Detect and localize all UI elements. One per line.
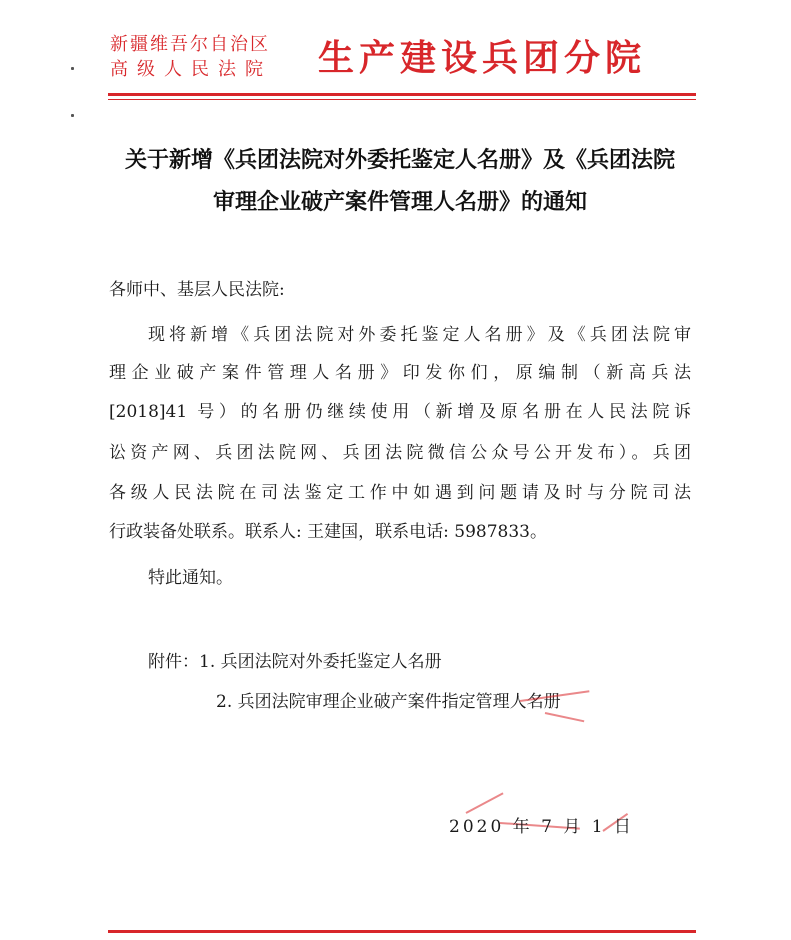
attachment-item-1: 附件：1. 兵团法院对外委托鉴定人名册: [148, 652, 442, 672]
attachment-item-2: 2. 兵团法院审理企业破产案件指定管理人名册: [216, 692, 561, 712]
letterhead-divider-thick: [108, 93, 696, 96]
document-title-line-1: 关于新增《兵团法院对外委托鉴定人名册》及《兵团法院: [124, 147, 675, 173]
document-title-line-2: 审理企业破产案件管理人名册》的通知: [212, 189, 587, 215]
salutation: 各师中、基层人民法院:: [109, 280, 285, 300]
letterhead-line-1: 新疆维吾尔自治区: [110, 34, 270, 55]
letterhead-divider-thin: [108, 99, 696, 100]
body-line: 讼资产网、兵团法院网、兵团法院微信公众号公开发布）。兵团: [109, 443, 691, 463]
footer-divider: [108, 930, 696, 933]
body-line: [2018]41 号）的名册仍继续使用（新增及原名册在人民法院诉: [109, 402, 691, 422]
closing-remark: 特此通知。: [148, 568, 233, 588]
document-date: 2020 年 7 月 1 日: [449, 817, 634, 837]
letterhead-org-lines: [110, 34, 272, 81]
body-line: 行政装备处联系。联系人: 王建国，联系电话: 5987833。: [109, 522, 547, 542]
body-line: 理企业破产案件管理人名册》印发你们，原编制（新高兵法: [109, 363, 691, 383]
scan-dot: [71, 114, 74, 117]
letterhead-line-2: 高级人民法院: [110, 59, 272, 80]
scan-dot: [71, 67, 74, 70]
body-line: 各级人民法院在司法鉴定工作中如遇到问题请及时与分院司法: [109, 483, 691, 503]
seal-trace: [466, 792, 504, 813]
letterhead-org-name: 生产建设兵团分院: [318, 37, 647, 79]
seal-trace: [545, 712, 585, 722]
body-line: 现将新增《兵团法院对外委托鉴定人名册》及《兵团法院审: [148, 325, 691, 345]
